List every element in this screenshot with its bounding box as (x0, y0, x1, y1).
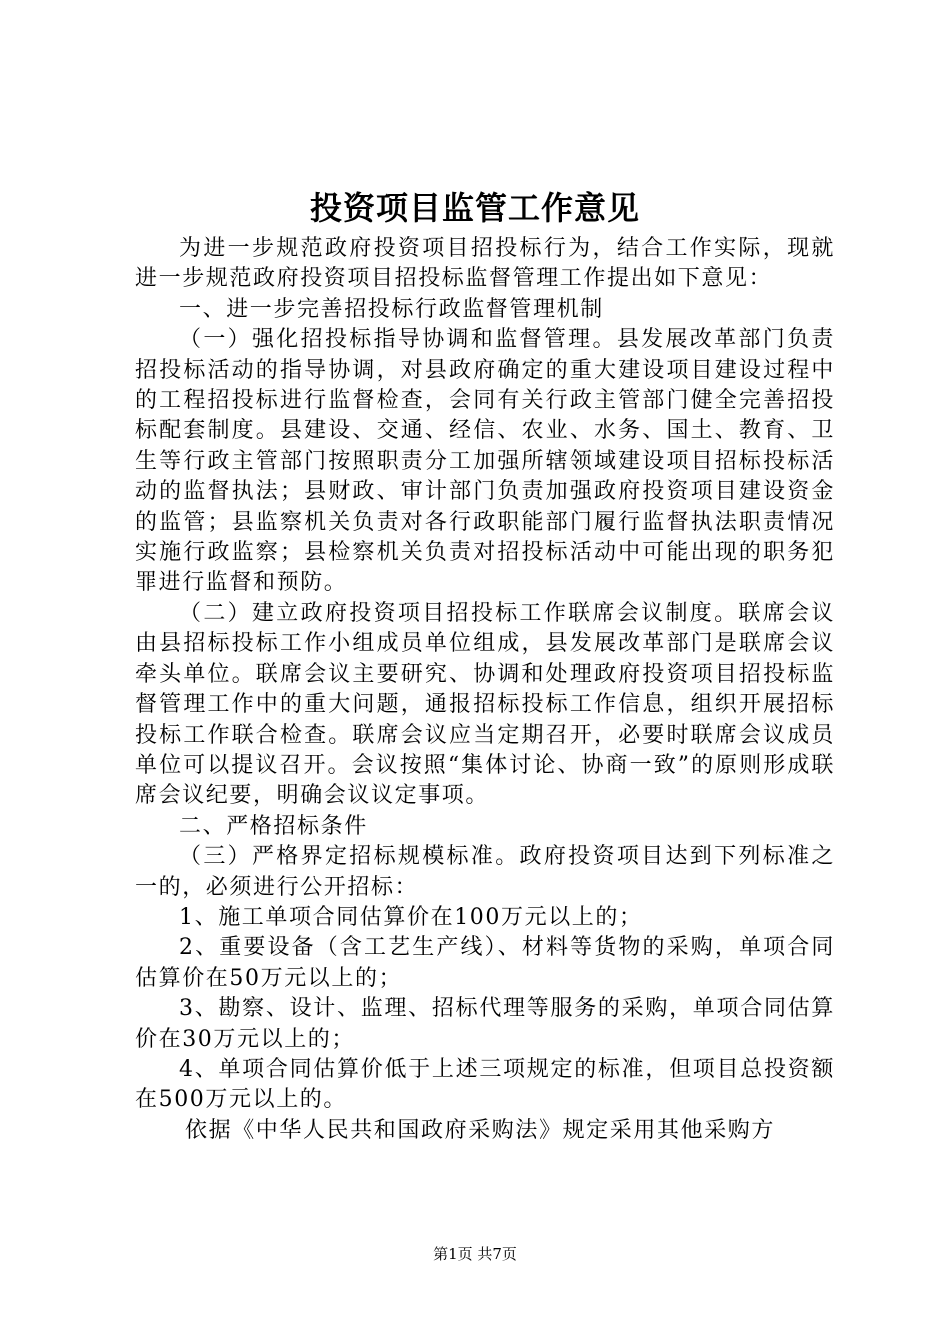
clause-1-paragraph: （一）强化招投标指导协调和监督管理。县发展改革部门负责招投标活动的指导协调，对县政府确定的重大建设项目建设过程中的工程招投标进行监督检查，会同有关行政主管部门健全完善招投标配套制度。县建设、交通、经信、农业、水务、国土、教育、卫生等行政主管部门按照职责分工加强所辖领域建设项目招标投标活动的监督执法；县财政、审计部门负责加强政府投资项目建设资金的监管；县监察机关负责对各行政职能部门履行监督执法职责情况实施行政监察；县检察机关负责对招投标活动中可能出现的职务犯罪进行监督和预防。 (135, 327, 835, 596)
page-number-footer: 第1页 共7页 (433, 1245, 517, 1263)
list-item-2: 2、重要设备（含工艺生产线）、材料等货物的采购，单项合同估算价在50万元以上的； (135, 935, 835, 991)
list-item-3: 3、勘察、设计、监理、招标代理等服务的采购，单项合同估算价在30万元以上的； (135, 996, 835, 1052)
document-body (135, 234, 835, 1146)
section-heading-2: 二、严格招标条件 (179, 813, 368, 839)
intro-paragraph: 为进一步规范政府投资项目招投标行为，结合工作实际，现就进一步规范政府投资项目招投标监督管理工作提出如下意见： (135, 236, 835, 292)
clause-3-paragraph: （三）严格界定招标规模标准。政府投资项目达到下列标准之一的，必须进行公开招标： (135, 844, 835, 900)
clause-2-paragraph: （二）建立政府投资项目招投标工作联席会议制度。联席会议由县招标投标工作小组成员单位组成，县发展改革部门是联席会议牵头单位。联席会议主要研究、协调和处理政府投资项目招投标监督管理工作中的重大问题，通报招标投标工作信息，组织开展招标投标工作联合检查。联席会议应当定期召开，必要时联席会议成员单位可以提议召开。会议按照“集体讨论、协商一致”的原则形成联席会议纪要，明确会议议定事项。 (135, 600, 835, 809)
list-item-1: 1、施工单项合同估算价在100万元以上的； (179, 904, 643, 930)
closing-paragraph: 依据《中华人民共和国政府采购法》规定采用其他采购方 (185, 1117, 776, 1143)
list-item-4: 4、单项合同估算价低于上述三项规定的标准，但项目总投资额在500万元以上的。 (135, 1056, 835, 1113)
document-title: 投资项目监管工作意见 (309, 189, 640, 227)
section-heading-1: 一、进一步完善招投标行政监督管理机制 (179, 296, 604, 322)
